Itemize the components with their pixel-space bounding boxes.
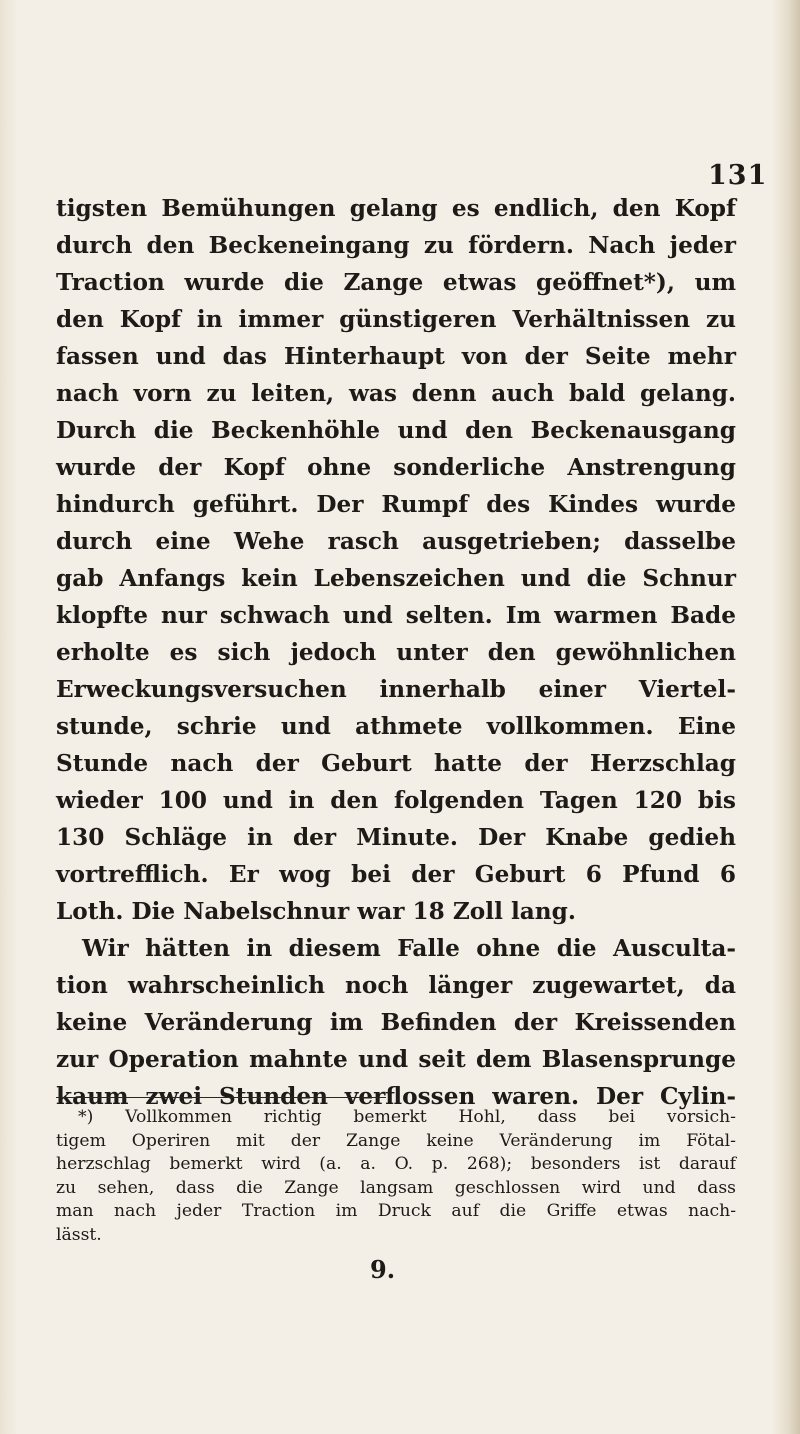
text-line: kaum zwei Stunden verflossen waren. Der Cylin- bbox=[56, 1083, 736, 1110]
text-line: Stunde nach der Geburt hatte der Herzschlag bbox=[56, 750, 736, 777]
text-line: Traction wurde die Zange etwas geöffnet*), um bbox=[56, 269, 736, 296]
printer-signature-mark: 9. bbox=[370, 1255, 396, 1284]
footnote-line: herzschlag bemerkt wird (a. a. O. p. 268); besonders ist darauf bbox=[56, 1154, 736, 1175]
page-number: 131 bbox=[708, 160, 768, 191]
text-line: fassen und das Hinterhaupt von der Seite mehr bbox=[56, 343, 736, 370]
text-line: durch eine Wehe rasch ausgetrieben; dasselbe bbox=[56, 528, 736, 555]
text-line: tigsten Bemühungen gelang es endlich, den Kopf bbox=[56, 195, 736, 222]
text-line: keine Veränderung im Befinden der Kreissenden bbox=[56, 1009, 736, 1036]
footnote bbox=[56, 1106, 736, 1248]
text-line: 130 Schläge in der Minute. Der Knabe gedieh bbox=[56, 824, 736, 851]
text-line: vortrefflich. Er wog bei der Geburt 6 Pfund 6 bbox=[56, 861, 736, 888]
paragraph-start-line: Wir hätten in diesem Falle ohne die Ausculta- bbox=[82, 935, 736, 962]
text-line: Durch die Beckenhöhle und den Beckenausgang bbox=[56, 417, 736, 444]
page-edge-shadow bbox=[772, 0, 800, 1434]
text-line: zur Operation mahnte und seit dem Blasensprunge bbox=[56, 1046, 736, 1073]
text-line: nach vorn zu leiten, was denn auch bald gelang. bbox=[56, 380, 736, 407]
footnote-rule bbox=[56, 1097, 386, 1098]
footnote-line: *) Vollkommen richtig bemerkt Hohl, dass bei vorsich- bbox=[78, 1107, 736, 1127]
text-line: tion wahrscheinlich noch länger zugewartet, da bbox=[56, 972, 736, 999]
page-gutter-shadow bbox=[0, 0, 18, 1434]
text-line: durch den Beckeneingang zu fördern. Nach jeder bbox=[56, 232, 736, 259]
footnote-line: lässt. bbox=[56, 1224, 102, 1245]
text-line: gab Anfangs kein Lebenszeichen und die Schnur bbox=[56, 565, 736, 592]
footnote-line: zu sehen, dass die Zange langsam geschlossen wird und dass bbox=[56, 1177, 736, 1198]
text-line: klopfte nur schwach und selten. Im warmen Bade bbox=[56, 602, 736, 629]
footnote-line: tigem Operiren mit der Zange keine Veränderung im Fötal- bbox=[56, 1130, 736, 1151]
text-line: Erweckungsversuchen innerhalb einer Viertel- bbox=[56, 676, 736, 703]
body-text bbox=[56, 190, 736, 1115]
text-line: erholte es sich jedoch unter den gewöhnlichen bbox=[56, 639, 736, 666]
text-line: wieder 100 und in den folgenden Tagen 120 bis bbox=[56, 787, 736, 814]
footnote-line: man nach jeder Traction im Druck auf die Griffe etwas nach- bbox=[56, 1201, 736, 1222]
text-line: wurde der Kopf ohne sonderliche Anstrengung bbox=[56, 454, 736, 481]
text-line: stunde, schrie und athmete vollkommen. Eine bbox=[56, 713, 736, 740]
text-line: den Kopf in immer günstigeren Verhältnissen zu bbox=[56, 306, 736, 333]
paragraph-end-line: Loth. Die Nabelschnur war 18 Zoll lang. bbox=[56, 898, 576, 925]
text-line: hindurch geführt. Der Rumpf des Kindes wurde bbox=[56, 491, 736, 518]
